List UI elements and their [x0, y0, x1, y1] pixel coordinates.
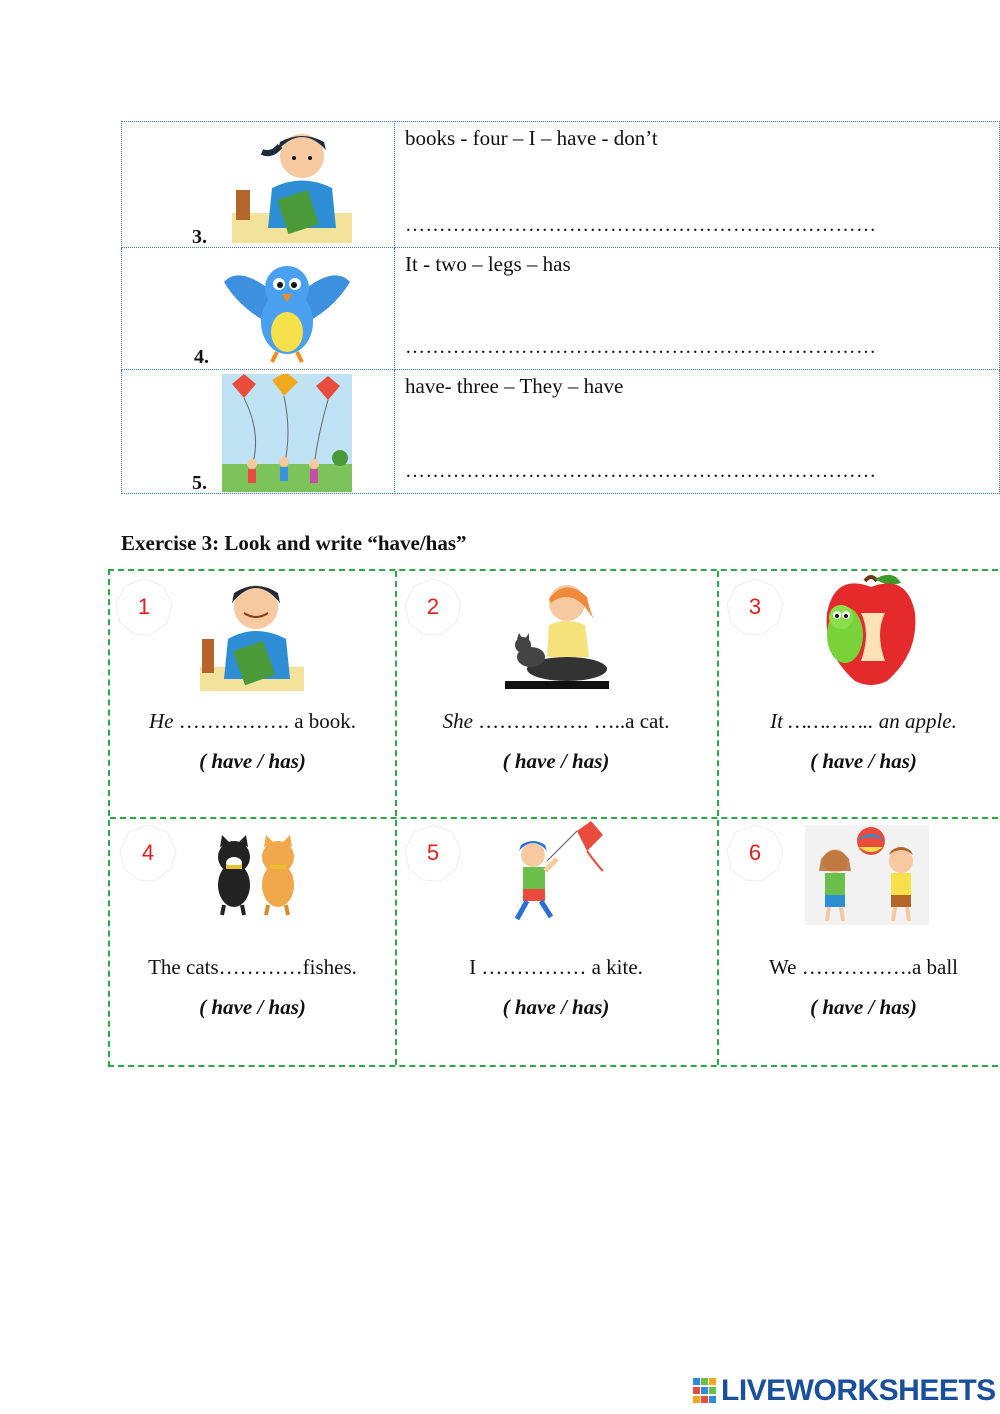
- exercise3-cell-4: [110, 817, 395, 1067]
- kids-kites-icon: [222, 374, 352, 492]
- choice-hint: ( have / has): [502, 995, 610, 1019]
- number-badge: [404, 824, 462, 882]
- exercise2-picture-cell: [122, 370, 395, 494]
- row-number: 5.: [192, 472, 207, 494]
- exercise2-table: [121, 121, 1000, 494]
- answer-line[interactable]: ……………………………………………………………: [405, 214, 877, 236]
- number-badge: [404, 578, 462, 636]
- exercise3-cell-6: [717, 817, 1000, 1067]
- number-label: 5: [426, 840, 440, 865]
- exercise2-text-cell: [395, 248, 1000, 370]
- choice-hint: ( have / has): [199, 749, 306, 773]
- sentence-subject: It: [770, 709, 783, 733]
- exercise2-text-cell: [395, 370, 1000, 494]
- row-number: 4.: [194, 346, 209, 368]
- choice-hint: ( have / has): [810, 749, 917, 773]
- answer-blank[interactable]: …………….: [472, 709, 594, 733]
- sentence: [395, 709, 717, 734]
- exercise3-cell-5: [395, 817, 717, 1067]
- liveworksheets-logo: [693, 1374, 996, 1408]
- answer-blank[interactable]: …………: [218, 955, 303, 979]
- exercise2-row-5: [122, 370, 1000, 494]
- kids-with-ball-icon: [805, 825, 929, 925]
- number-label: 2: [426, 594, 440, 619]
- sentence-subject: The cats: [148, 955, 219, 979]
- answer-blank[interactable]: …………….: [796, 955, 912, 979]
- sentence-rest: a kite.: [591, 955, 643, 979]
- answer-line[interactable]: ……………………………………………………………: [405, 336, 877, 358]
- scrambled-words: It - two – legs – has: [405, 252, 571, 276]
- number-badge: [115, 578, 173, 636]
- choice-hint: ( have / has): [199, 995, 306, 1019]
- sentence-subject: She: [442, 709, 473, 733]
- answer-blank[interactable]: …………….: [173, 709, 295, 733]
- number-label: 1: [137, 594, 151, 619]
- sentence-rest: an apple.: [878, 709, 957, 733]
- sentence-subject: I: [469, 955, 477, 979]
- scrambled-words: books - four – I – have - don’t: [405, 126, 658, 150]
- choice-hint: ( have / has): [810, 995, 917, 1019]
- sentence: [717, 709, 1000, 734]
- exercise2-row-4: [122, 248, 1000, 370]
- answer-blank[interactable]: ……………: [476, 955, 592, 979]
- sentence-rest: fishes.: [302, 955, 357, 979]
- sentence-subject: He: [148, 709, 174, 733]
- exercise3-cell-1: [110, 571, 395, 817]
- two-cats-icon: [206, 833, 306, 917]
- sentence-rest: …..a cat.: [593, 709, 670, 733]
- logo-text: LIVEWORKSHEETS: [721, 1374, 996, 1407]
- logo-grid-icon: [693, 1378, 717, 1404]
- number-badge: [726, 824, 784, 882]
- choice-hint: ( have / has): [502, 749, 610, 773]
- sentence-rest: a book.: [294, 709, 357, 733]
- exercise3-title: Exercise 3: Look and write “have/has”: [121, 531, 467, 555]
- girl-reading-icon: [232, 128, 352, 243]
- number-label: 3: [748, 594, 762, 619]
- boy-reading-icon: [200, 579, 304, 691]
- boy-flying-kite-icon: [507, 821, 617, 925]
- exercise2-picture-cell: [122, 122, 395, 248]
- sentence: [395, 955, 717, 980]
- bluebird-icon: [222, 252, 352, 367]
- worm-apple-icon: [815, 573, 927, 691]
- exercise3-cell-2: [395, 571, 717, 817]
- answer-line[interactable]: ……………………………………………………………: [405, 460, 877, 482]
- number-label: 6: [748, 840, 762, 865]
- sentence-rest: a ball: [911, 955, 959, 979]
- number-label: 4: [141, 840, 155, 865]
- sentence: [110, 955, 395, 980]
- answer-blank[interactable]: …………..: [782, 709, 879, 733]
- exercise2-text-cell: [395, 122, 1000, 248]
- exercise2-row-3: [122, 122, 1000, 248]
- exercise3-cell-3: [717, 571, 1000, 817]
- scrambled-words: have- three – They – have: [405, 374, 624, 398]
- sentence: [110, 709, 395, 734]
- row-number: 3.: [192, 226, 207, 248]
- exercise3-grid: [108, 569, 1000, 1067]
- exercise2-picture-cell: [122, 248, 395, 370]
- number-badge: [119, 824, 177, 882]
- sentence: [717, 955, 1000, 980]
- sentence-subject: We: [768, 955, 797, 979]
- girl-with-cat-icon: [505, 577, 609, 691]
- number-badge: [726, 578, 784, 636]
